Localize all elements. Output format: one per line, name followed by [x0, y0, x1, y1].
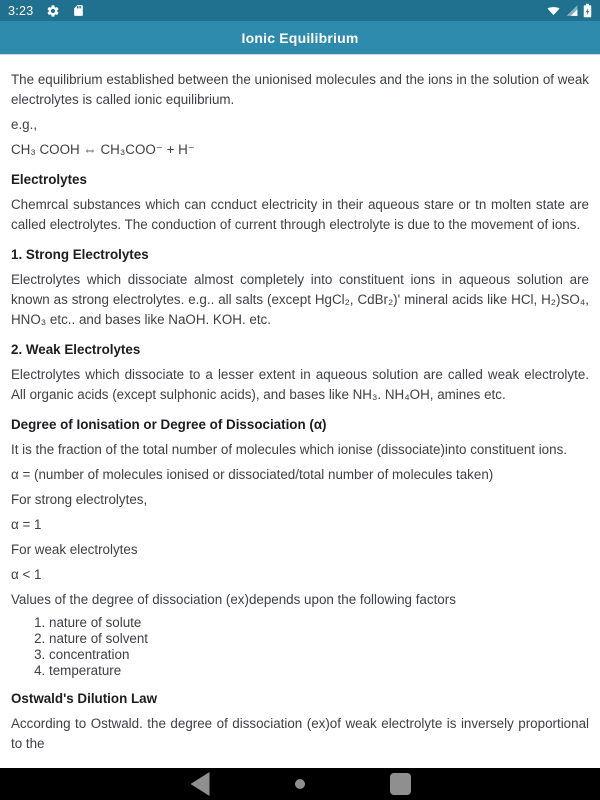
app-bar [0, 21, 600, 55]
content-scroll-area[interactable] [0, 55, 600, 768]
home-button[interactable] [250, 768, 350, 800]
home-icon [295, 779, 305, 789]
clock: 3:23 [8, 3, 34, 18]
paragraph-alpha-equals-1: α = 1 [11, 517, 42, 532]
paragraph-fraction: It is the fraction of the total number of molecules which ionise (dissociate)into constituent ions. [11, 442, 567, 457]
back-icon [191, 772, 210, 796]
list-item: 4. temperature [49, 663, 589, 679]
wifi-icon [546, 4, 561, 17]
back-button[interactable] [150, 768, 250, 800]
navigation-bar [0, 768, 600, 800]
paragraph-weak-electrolytes: Electrolytes which dissociate to a lesser extent in aqueous solution are called weak electrolyte. All organic acids (except sulphonic acids), and bases like NH₃. NH₄OH, amines etc. [11, 367, 589, 402]
status-bar-right [542, 3, 592, 18]
heading-strong-electrolytes: 1. Strong Electrolytes [11, 247, 149, 262]
paragraph-intro: The equilibrium established between the unionised molecules and the ions in the solution of weak electrolytes is called ionic equilibrium. [11, 72, 589, 107]
list-item: 3. concentration [49, 647, 589, 663]
recents-button[interactable] [350, 768, 450, 800]
status-bar [0, 0, 600, 21]
sd-card-icon [72, 4, 85, 17]
heading-ostwalds-dilution-law: Ostwald's Dilution Law [11, 691, 158, 706]
paragraph-strong-electrolytes: Electrolytes which dissociate almost completely into constituent ions in aqueous solution are known as strong electrolytes. e.g.. all salts (except HgCl₂, CdBr₂)' mineral acids like HCl, H₂)SO₄, HNO₃ etc.. and bases like NaOH. KOH. etc. [11, 272, 589, 327]
paragraph-alpha-definition: α = (number of molecules ionised or dissociated/total number of molecules taken) [11, 467, 494, 482]
paragraph-eg: e.g., [11, 117, 38, 132]
paragraph-for-strong: For strong electrolytes, [11, 492, 148, 507]
paragraph-alpha-less-1: α < 1 [11, 567, 42, 582]
paragraph-electrolytes: Chemrcal substances which can ccnduct electricity in their aqueous stare or tn molten state are called electrolytes. The conduction of current through electrolyte is due to the movement of ions. [11, 197, 589, 232]
recents-icon [390, 773, 411, 795]
paragraph-factors-intro: Values of the degree of dissociation (ex)depends upon the following factors [11, 592, 456, 607]
battery-charging-icon [583, 3, 592, 18]
heading-degree-of-ionisation: Degree of Ionisation or Degree of Dissociation (α) [11, 417, 327, 432]
heading-electrolytes: Electrolytes [11, 172, 87, 187]
settings-icon [46, 4, 60, 18]
formula-acetic-acid: CH₃ COOH ⇔ CH₃COO⁻ + H⁻ [11, 142, 195, 157]
heading-weak-electrolytes: 2. Weak Electrolytes [11, 342, 141, 357]
factors-list [11, 615, 589, 679]
cell-signal-icon [565, 4, 579, 17]
list-item: 2. nature of solvent [49, 631, 589, 647]
paragraph-ostwald: According to Ostwald. the degree of dissociation (ex)of weak electrolyte is inversely proportional to the [11, 716, 589, 751]
list-item: 1. nature of solute [49, 615, 589, 631]
page-title: Ionic Equilibrium [241, 29, 359, 46]
paragraph-for-weak: For weak electrolytes [11, 542, 138, 557]
